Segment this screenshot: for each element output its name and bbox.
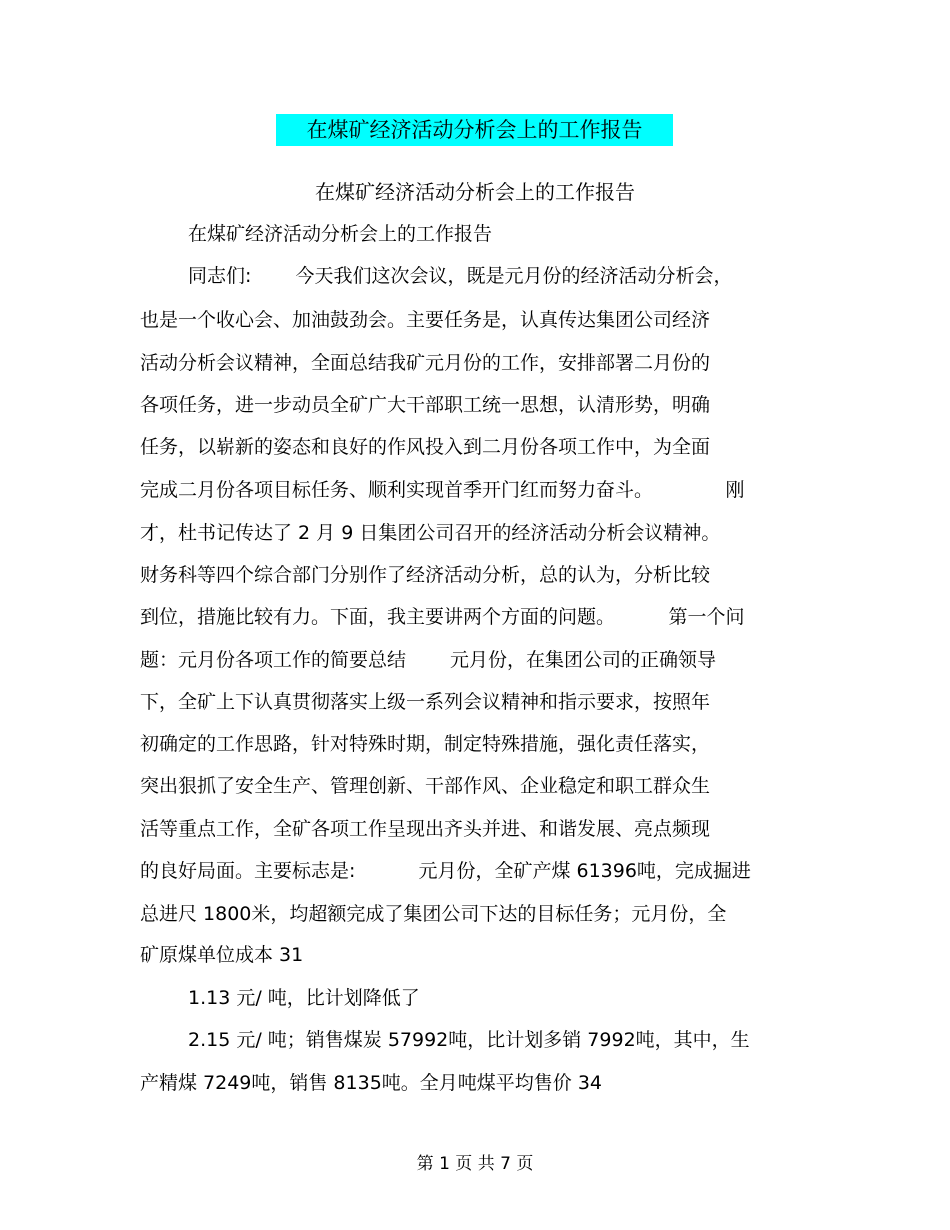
body-line: 才，杜书记传达了 2 月 9 日集团公司召开的经济活动分析会议精神。 <box>140 522 721 544</box>
body-line: 同志们: 今天我们这次会议，既是元月份的经济活动分析会， <box>188 265 733 287</box>
body-line: 初确定的工作思路，针对特殊时期，制定特殊措施，强化责任落实， <box>140 733 711 755</box>
body-line: 突出狠抓了安全生产、管理创新、干部作风、企业稳定和职工群众生 <box>140 775 711 797</box>
page-footer: 第 1 页 共 7 页 <box>416 1154 534 1174</box>
body-line: 也是一个收心会、加油鼓劲会。主要任务是，认真传达集团公司经济 <box>140 309 711 331</box>
body-line: 矿原煤单位成本 31 <box>140 944 304 966</box>
body-line-indented: 1.13 元/ 吨，比计划降低了 <box>188 987 420 1009</box>
body-line: 任务，以崭新的姿态和良好的作风投入到二月份各项工作中，为全面 <box>140 436 711 458</box>
body-line: 完成二月份各项目标任务、顺利实现首季开门红而努力奋斗。 刚 <box>140 479 745 501</box>
body-line: 下，全矿上下认真贯彻落实上级一系列会议精神和指示要求，按照年 <box>140 691 711 713</box>
document-subtitle: 在煤矿经济活动分析会上的工作报告 <box>315 180 635 204</box>
body-line: 财务科等四个综合部门分别作了经济活动分析，总的认为，分析比较 <box>140 564 711 586</box>
body-line-indented: 2.15 元/ 吨；销售煤炭 57992吨，比计划多销 7992吨，其中，生 <box>188 1029 750 1051</box>
body-line: 的良好局面。主要标志是: 元月份，全矿产煤 61396吨，完成掘进 <box>140 860 751 882</box>
body-line: 题：元月份各项工作的简要总结 元月份，在集团公司的正确领导 <box>140 649 717 671</box>
body-line: 总进尺 1800米，均超额完成了集团公司下达的目标任务；元月份，全 <box>140 903 727 925</box>
document-heading: 在煤矿经济活动分析会上的工作报告 <box>188 223 493 245</box>
body-line: 活等重点工作，全矿各项工作呈现出齐头并进、和谐发展、亮点频现 <box>140 818 711 840</box>
body-line: 活动分析会议精神，全面总结我矿元月份的工作，安排部署二月份的 <box>140 352 711 374</box>
body-line: 到位，措施比较有力。下面，我主要讲两个方面的问题。 第一个问 <box>140 606 745 628</box>
body-line: 产精煤 7249吨，销售 8135吨。全月吨煤平均售价 34 <box>140 1072 603 1094</box>
highlighted-title: 在煤矿经济活动分析会上的工作报告 <box>276 114 673 146</box>
body-line: 各项任务，进一步动员全矿广大干部职工统一思想，认清形势，明确 <box>140 394 711 416</box>
